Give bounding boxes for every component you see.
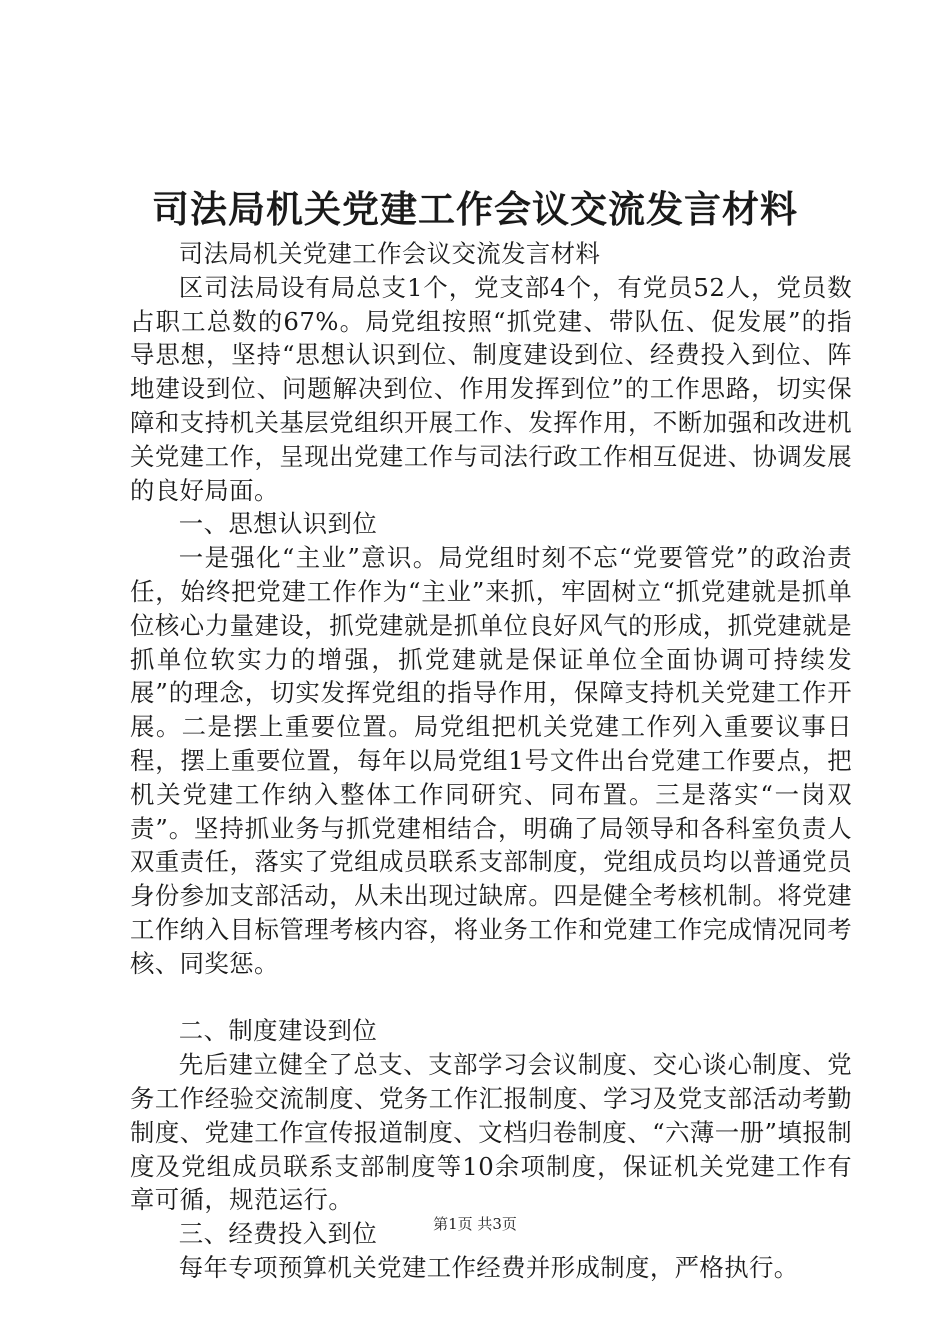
section-3-heading: 三、经费投入到位 xyxy=(178,1219,378,1249)
intro-paragraph: 区司法局设有局总支1个，党支部4个，有党员52人，党员数占职工总数的67%。局党组按照“抓党建、带队伍、促发展”的指导思想，坚持“思想认识到位、制度建设到位、经费投入到位、阵地建设到位、问题解决到位、作用发挥到位”的工作思路，切实保障和支持机关基层党组织开展工作、发挥作用，不断加强和改进机关党建工作，呈现出党建工作与司法行政工作相互促进、协调发展的良好局面。 xyxy=(130,272,852,505)
section-1-paragraph: 一是强化“主业”意识。局党组时刻不忘“党要管党”的政治责任，始终把党建工作作为“主业”来抓，牢固树立“抓党建就是抓单位核心力量建设，抓党建就是抓单位良好风气的形成，抓党建就是抓单位软实力的增强，抓党建就是保证单位全面协调可持续发展”的理念，切实发挥党组的指导作用，保障支持机关党建工作开展。二是摆上重要位置。局党组把机关党建工作列入重要议事日程，摆上重要位置，每年以局党组1号文件出台党建工作要点，把机关党建工作纳入整体工作同研究、同布置。三是落实“一岗双责”。坚持抓业务与抓党建相结合，明确了局领导和各科室负责人双重责任，落实了党组成员联系支部制度，党组成员均以普通党员身份参加支部活动，从未出现过缺席。四是健全考核机制。将党建工作纳入目标管理考核内容，将业务工作和党建工作完成情况同考核、同奖惩。 xyxy=(130,543,852,978)
paragraph-spacer xyxy=(130,981,852,1015)
document-title: 司法局机关党建工作会议交流发言材料 xyxy=(152,187,798,231)
section-1-heading: 一、思想认识到位 xyxy=(178,509,378,539)
section-2-paragraph: 先后建立健全了总支、支部学习会议制度、交心谈心制度、党务工作经验交流制度、党务工作汇报制度、学习及党支部活动考勤制度、党建工作宣传报道制度、文档归卷制度、“六薄一册”填报制度及党组成员联系支部制度等10余项制度，保证机关党建工作有章可循，规范运行。 xyxy=(130,1050,852,1215)
document-subtitle: 司法局机关党建工作会议交流发言材料 xyxy=(178,239,601,268)
page-footer: 第1页 共3页 xyxy=(433,1215,517,1233)
document-body xyxy=(130,237,852,1285)
section-3-paragraph: 每年专项预算机关党建工作经费并形成制度，严格执行。 xyxy=(178,1252,799,1282)
section-2-heading: 二、制度建设到位 xyxy=(178,1016,378,1046)
